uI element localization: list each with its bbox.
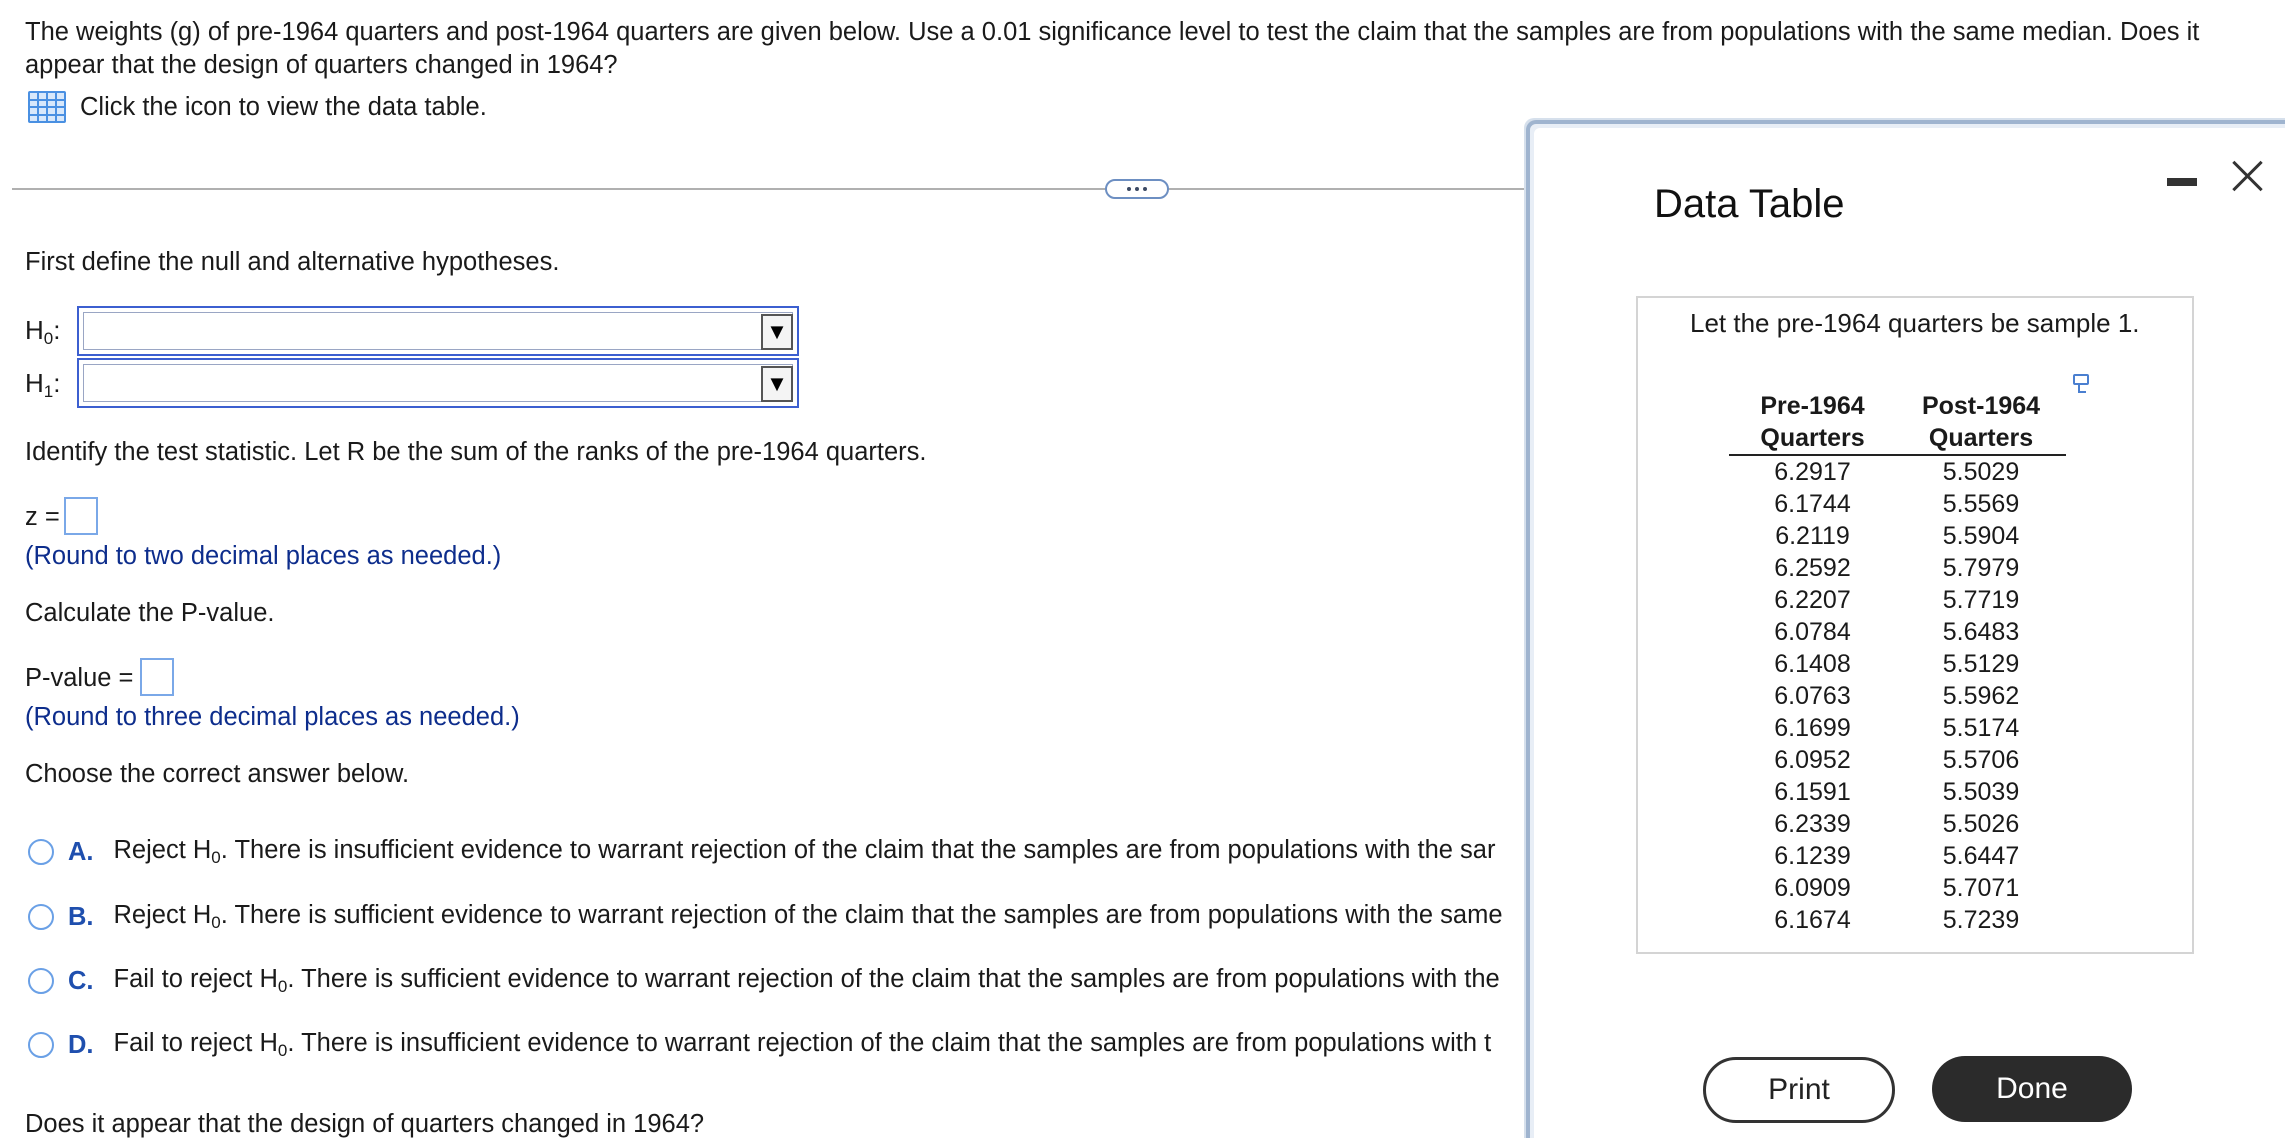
pre-1964-cell: 6.2207 <box>1774 586 1851 614</box>
z-label: z = <box>25 503 60 531</box>
post-1964-cell: 5.5706 <box>1942 746 2020 774</box>
statistic-prompt: Identify the test statistic. Let R be the sum of the ranks of the pre-1964 quarters. <box>25 438 927 466</box>
radio-button[interactable] <box>28 904 54 930</box>
post-1964-cell: 5.7071 <box>1942 874 2020 902</box>
pvalue-input[interactable] <box>140 658 174 696</box>
more-options-button[interactable] <box>1105 179 1169 199</box>
table-row <box>1729 455 2066 488</box>
pre-1964-cell: 6.2592 <box>1774 554 1851 582</box>
option-text: Reject $H_0$. There is insufficient evidence to warrant rejection of the claim that the samples are from populations with the sar <box>113 836 1496 867</box>
pre-1964-cell: 6.1591 <box>1774 778 1851 806</box>
h1-dropdown[interactable] <box>77 358 799 408</box>
section-divider <box>12 188 1532 190</box>
done-button[interactable]: Done <box>1932 1056 2132 1122</box>
post-1964-cell: 5.5026 <box>1942 810 2020 838</box>
dropdown-arrow-icon[interactable]: ▼ <box>761 314 793 350</box>
table-row <box>1729 680 2066 712</box>
dot-icon <box>1127 187 1131 191</box>
option-c[interactable] <box>28 961 1528 1001</box>
data-table <box>1729 390 2066 936</box>
pre-1964-cell: 6.2917 <box>1774 458 1851 486</box>
question-text: The weights (g) of pre-1964 quarters and post-1964 quarters are given below. Use a 0.01 significance level to test the claim that the samples are from populations with the same median. Does it appear that the design of quarters changed in 1964? <box>25 18 2200 79</box>
post-1964-cell: 5.7979 <box>1942 554 2020 582</box>
table-grid-icon[interactable] <box>28 91 66 123</box>
post-1964-cell: 5.7719 <box>1942 586 2020 614</box>
post-1964-cell: 5.6447 <box>1942 842 2020 870</box>
option-letter: B. <box>68 902 94 931</box>
post-1964-cell: 5.7239 <box>1942 906 2020 934</box>
table-row <box>1729 520 2066 552</box>
option-d[interactable] <box>28 1025 1528 1065</box>
choose-prompt: Choose the correct answer below. <box>25 760 410 788</box>
option-text: Reject $H_0$. There is sufficient evidence to warrant rejection of the claim that the samples are from populations with the same <box>113 901 1503 932</box>
radio-button[interactable] <box>28 968 54 994</box>
option-letter: C. <box>68 966 94 995</box>
post-1964-cell: 5.5569 <box>1942 490 2020 518</box>
h1-label: $H_1$: <box>25 368 61 401</box>
view-data-table-link[interactable] <box>28 90 487 124</box>
h0-label: $H_0$: <box>25 315 61 348</box>
pre-1964-cell: 6.0952 <box>1774 746 1851 774</box>
table-row <box>1729 872 2066 904</box>
table-row <box>1729 904 2066 936</box>
pre-1964-cell: 6.0909 <box>1774 874 1851 902</box>
post-1964-cell: 5.5039 <box>1942 778 2020 806</box>
dropdown-arrow-icon[interactable]: ▼ <box>761 366 793 402</box>
table-row <box>1729 840 2066 872</box>
minimize-icon[interactable] <box>2167 178 2197 186</box>
table-caption: Let the pre-1964 quarters be sample 1. <box>1690 308 2140 338</box>
print-button[interactable]: Print <box>1703 1057 1895 1123</box>
data-link-label[interactable]: Click the icon to view the data table. <box>80 92 487 121</box>
post-1964-cell: 5.5174 <box>1942 714 2020 742</box>
final-prompt: Does it appear that the design of quarters changed in 1964? <box>25 1110 705 1138</box>
table-row <box>1729 616 2066 648</box>
option-b[interactable] <box>28 897 1528 937</box>
column-header-post-1964: Post-1964 Quarters <box>1896 390 2066 455</box>
option-letter: D. <box>68 1030 94 1059</box>
pre-1964-cell: 6.2339 <box>1774 810 1851 838</box>
pre-1964-cell: 6.1239 <box>1774 842 1851 870</box>
option-text: Fail to reject $H_0$. There is sufficient evidence to warrant rejection of the claim that the samples are from populations with the <box>113 965 1500 996</box>
pre-1964-cell: 6.1744 <box>1774 490 1851 518</box>
option-a[interactable] <box>28 832 1528 872</box>
table-row <box>1729 776 2066 808</box>
table-row <box>1729 648 2066 680</box>
pre-1964-cell: 6.2119 <box>1775 522 1850 550</box>
post-1964-cell: 5.5904 <box>1942 522 2020 550</box>
pvalue-label: P-value = <box>25 664 134 692</box>
post-1964-cell: 5.5962 <box>1942 682 2020 710</box>
post-1964-cell: 5.6483 <box>1942 618 2020 646</box>
post-1964-cell: 5.5129 <box>1942 650 2020 678</box>
h0-dropdown-value[interactable] <box>83 312 793 350</box>
pre-1964-cell: 6.0784 <box>1774 618 1851 646</box>
h0-dropdown[interactable] <box>77 306 799 356</box>
table-row <box>1729 744 2066 776</box>
pre-1964-cell: 6.1674 <box>1774 906 1851 934</box>
post-1964-cell: 5.5029 <box>1942 458 2020 486</box>
table-row <box>1729 552 2066 584</box>
column-header-pre-1964: Pre-1964 Quarters <box>1729 390 1896 455</box>
table-row <box>1729 488 2066 520</box>
option-text: Fail to reject $H_0$. There is insufficient evidence to warrant rejection of the claim that the samples are from populations with t <box>113 1029 1492 1060</box>
table-row <box>1729 712 2066 744</box>
pre-1964-cell: 6.1408 <box>1774 650 1851 678</box>
option-letter: A. <box>68 837 94 866</box>
radio-button[interactable] <box>28 1032 54 1058</box>
dot-icon <box>1143 187 1147 191</box>
pvalue-prompt: Calculate the P-value. <box>25 599 275 627</box>
table-row <box>1729 584 2066 616</box>
pre-1964-cell: 6.0763 <box>1774 682 1851 710</box>
copy-to-clipboard-icon[interactable] <box>2073 374 2095 394</box>
radio-button[interactable] <box>28 839 54 865</box>
dialog-title: Data Table <box>1654 182 1845 226</box>
z-input[interactable] <box>64 497 98 535</box>
dot-icon <box>1135 187 1139 191</box>
close-icon[interactable] <box>2228 156 2268 196</box>
pvalue-rounding-hint: (Round to three decimal places as needed.) <box>25 703 520 731</box>
z-rounding-hint: (Round to two decimal places as needed.) <box>25 542 502 570</box>
hypotheses-prompt: First define the null and alternative hypotheses. <box>25 248 560 276</box>
table-row <box>1729 808 2066 840</box>
pre-1964-cell: 6.1699 <box>1774 714 1851 742</box>
h1-dropdown-value[interactable] <box>83 364 793 402</box>
